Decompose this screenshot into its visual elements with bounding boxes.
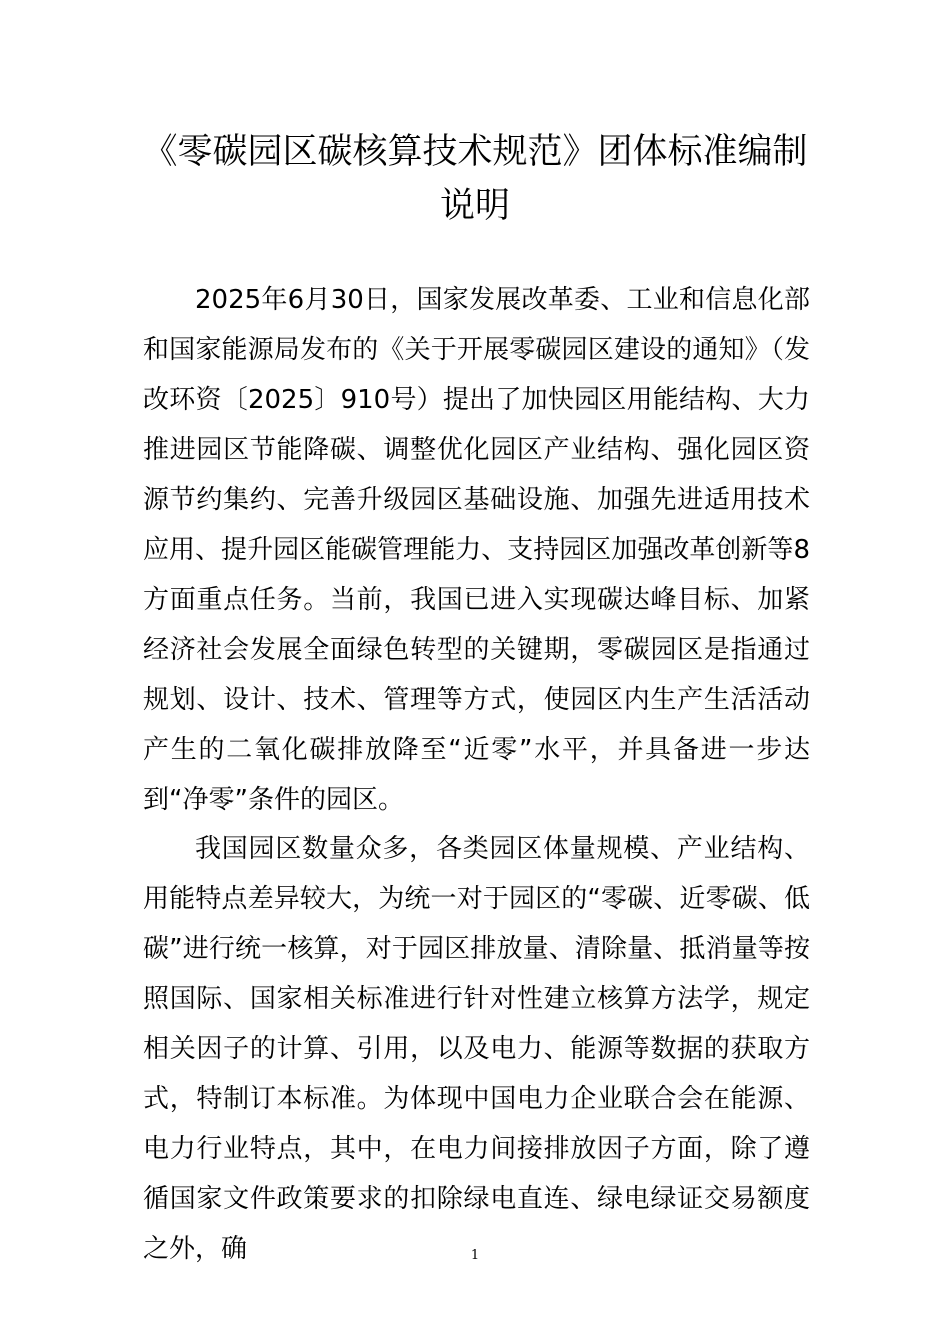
body-paragraph-1: 2025年6月30日，国家发展改革委、工业和信息化部和国家能源局发布的《关于开展零碳园区建设的通知》（发改环资〔2025〕910号）提出了加快园区用能结构、大力推进园区节能降碳、调整优化园区产业结构、强化园区资源节约集约、完善升级园区基础设施、加强先进适用技术应用、提升园区能碳管理能力、支持园区加强改革创新等8方面重点任务。当前，我国已进入实现碳达峰目标、加紧经济社会发展全面绿色转型的关键期，零碳园区是指通过规划、设计、技术、管理等方式，使园区内生产生活活动产生的二氧化碳排放降至“近零”水平，并具备进一步达到“净零”条件的园区。 — [143, 285, 810, 815]
document-title — [120, 125, 830, 233]
body-paragraph-2: 我国园区数量众多，各类园区体量规模、产业结构、用能特点差异较大，为统一对于园区的“零碳、近零碳、低碳”进行统一核算，对于园区排放量、清除量、抵消量等按照国际、国家相关标准进行针对性建立核算方法学，规定相关因子的计算、引用，以及电力、能源等数据的获取方式，特制订本标准。为体现中国电力企业联合会在能源、电力行业特点，其中，在电力间接排放因子方面，除了遵循国家文件政策要求的扣除绿电直连、绿电绿证交易额度之外，确 — [143, 834, 810, 1264]
title-line-1: 《零碳园区碳核算技术规范》团体标准编制 — [142, 132, 808, 172]
page-number: 1 — [470, 1248, 480, 1263]
title-line-2: 说明 — [439, 186, 510, 226]
